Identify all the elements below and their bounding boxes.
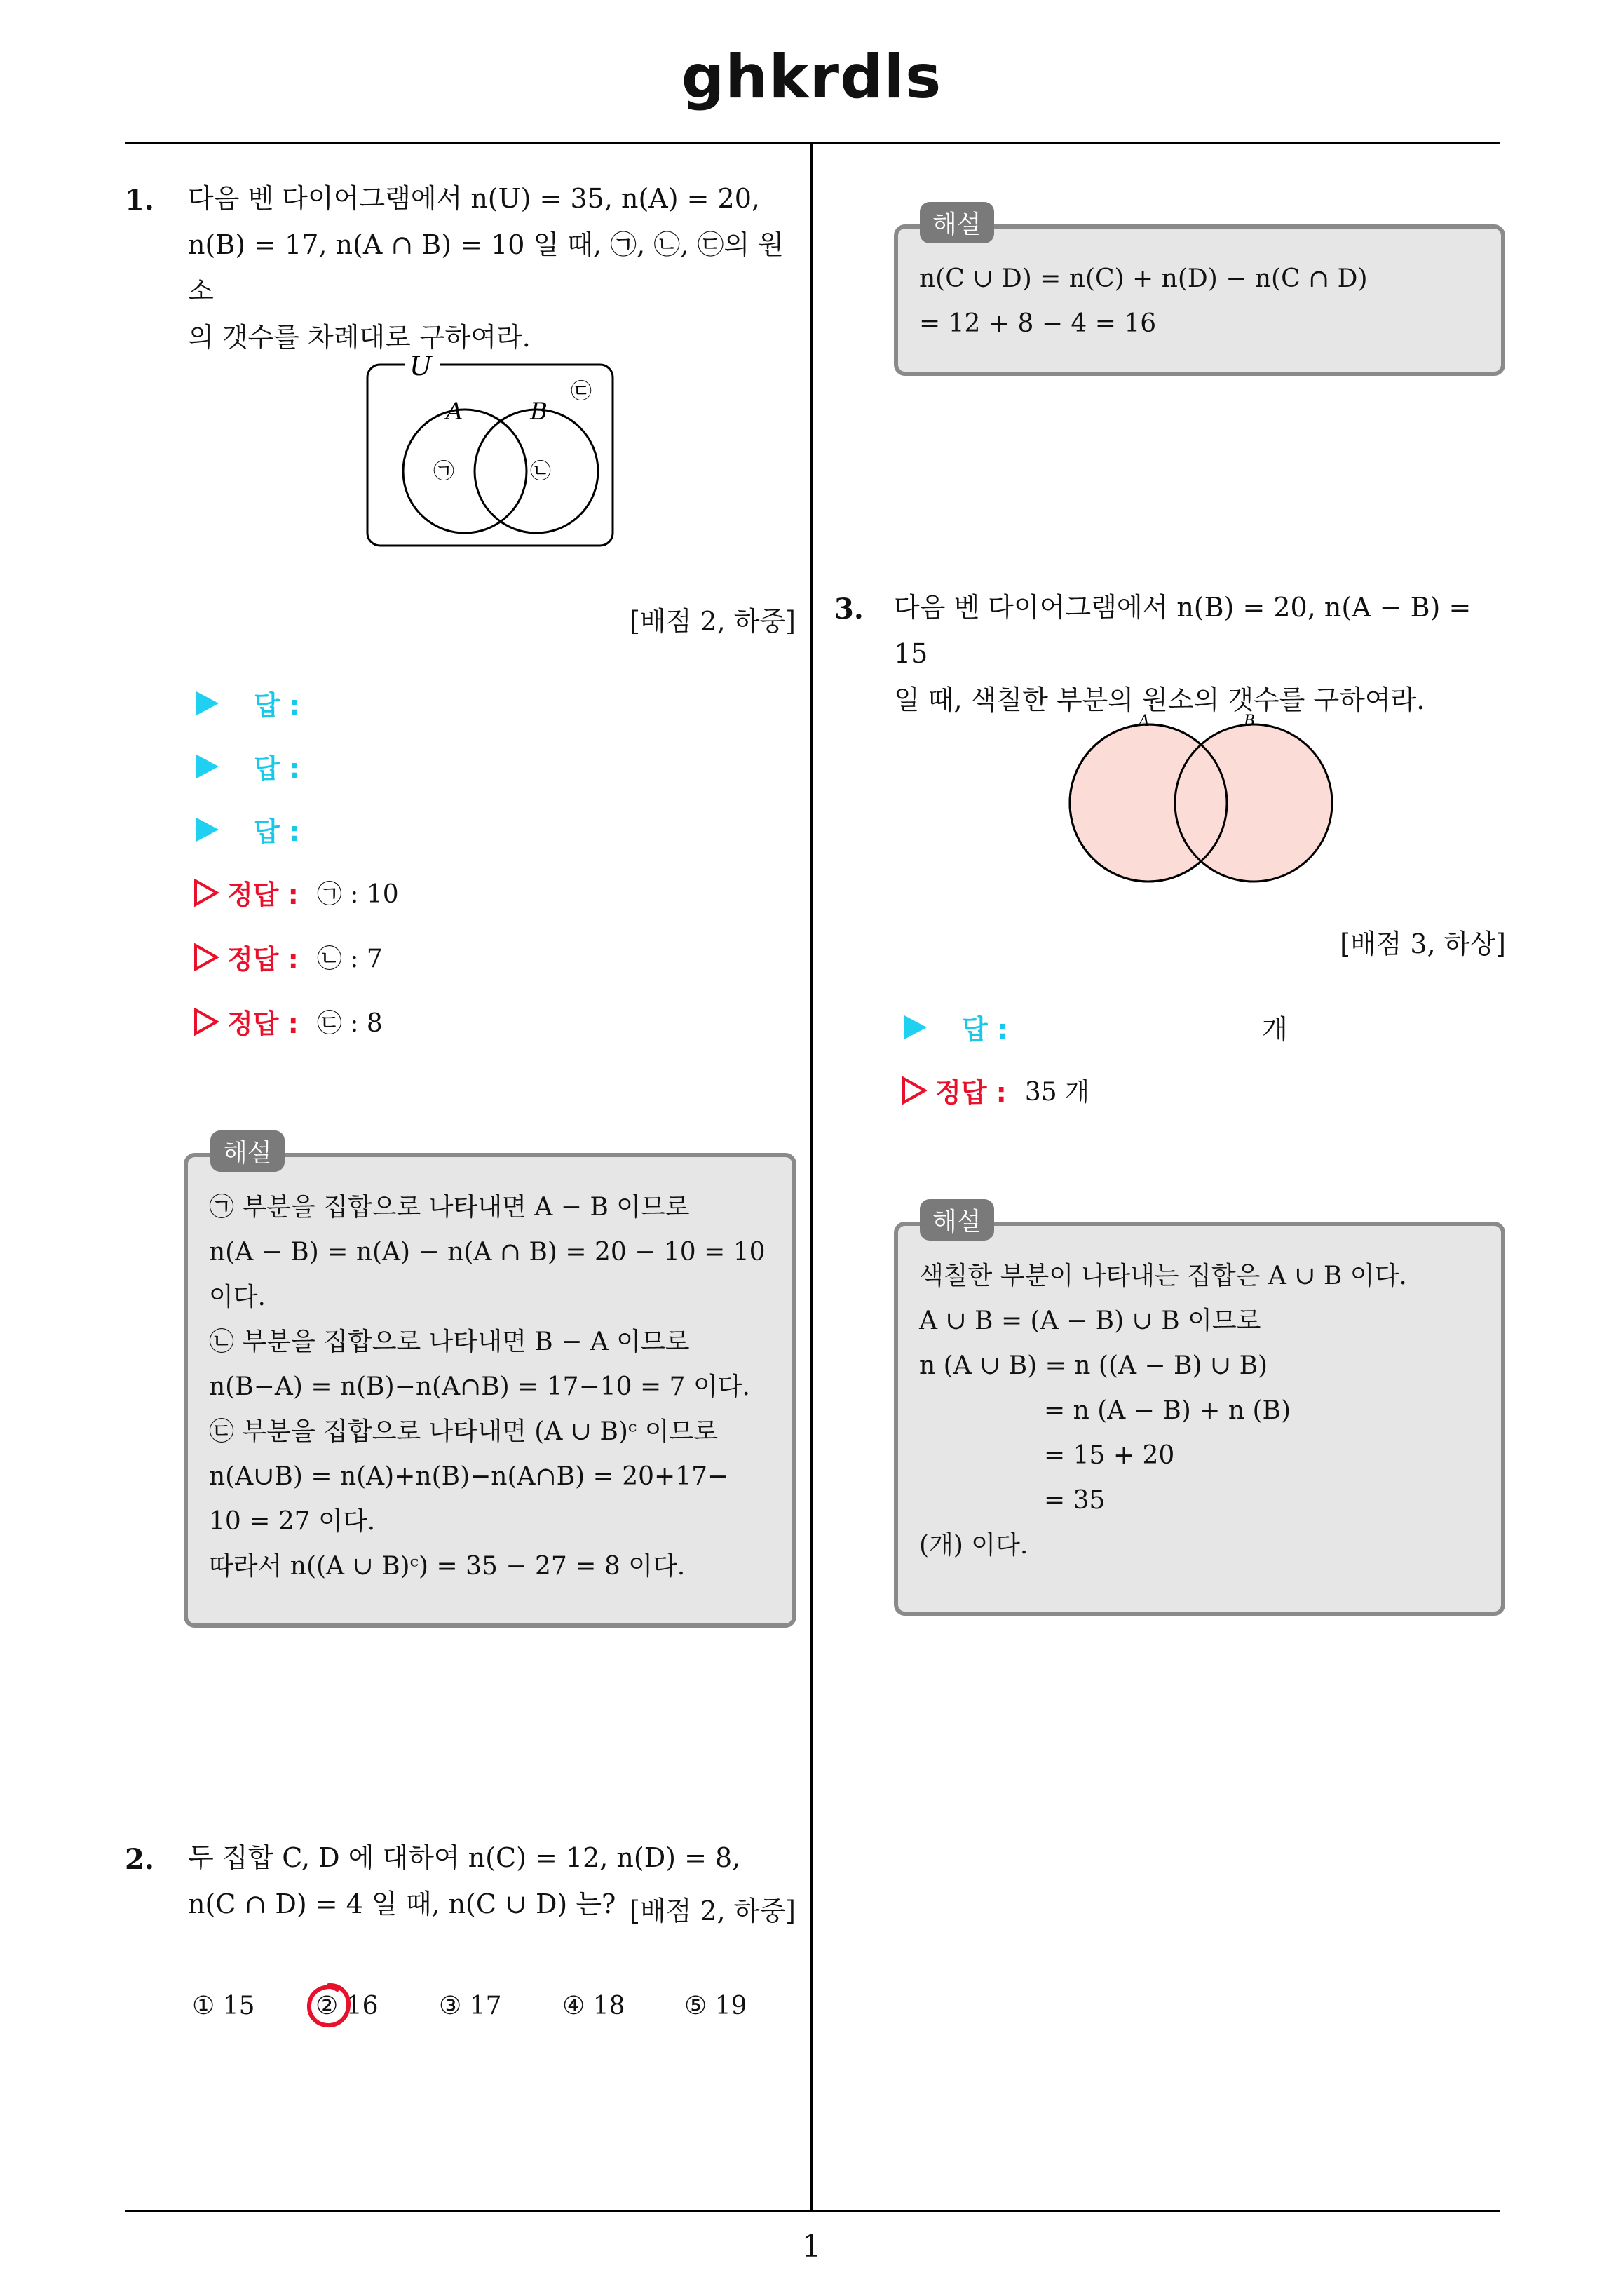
- explanation-tag: 해설: [920, 1199, 994, 1241]
- choice-1[interactable]: ① 15: [192, 1992, 255, 2020]
- explanation-line: A ∪ B = (A − B) ∪ B 이므로: [919, 1306, 1261, 1335]
- explanation-line: = 12 + 8 − 4 = 16: [919, 309, 1157, 338]
- correct-arrow-icon: [193, 943, 219, 971]
- region-3-label: ㉢: [571, 379, 592, 404]
- question-3-line: 일 때, 색칠한 부분의 원소의 갯수를 구하여라.: [894, 684, 1425, 715]
- set-b-label: B: [1244, 713, 1256, 730]
- set-b-label: B: [530, 398, 548, 426]
- question-2-score: [배점 2, 하중]: [630, 1896, 796, 1926]
- answer-row: [904, 1008, 1007, 1046]
- answer-row: [196, 747, 299, 785]
- footer-rule: [125, 2210, 1500, 2212]
- explanation-line: (개) 이다.: [919, 1531, 1028, 1560]
- question-3-explanation-box: [894, 1222, 1505, 1616]
- region-2-label: ㉡: [530, 459, 551, 484]
- explanation-line: 색칠한 부분이 나타내는 집합은 A ∪ B 이다.: [919, 1262, 1407, 1290]
- answer-arrow-icon: [196, 755, 219, 778]
- explanation-line: 이다.: [209, 1283, 266, 1311]
- question-2-number: 2.: [125, 1843, 154, 1876]
- answer-label: 답 :: [254, 816, 300, 847]
- set-a-label: A: [446, 398, 463, 426]
- choice-4[interactable]: ④ 18: [562, 1992, 625, 2020]
- explanation-line: n(B−A) = n(B)−n(A∩B) = 17−10 = 7 이다.: [209, 1372, 750, 1401]
- explanation-text: [209, 1185, 784, 1589]
- explanation-line: ㉠ 부분을 집합으로 나타내면 A − B 이므로: [209, 1193, 690, 1222]
- correct-answer-row: [902, 1071, 1089, 1109]
- header-rule: [125, 142, 1500, 144]
- correct-answer-row: [193, 938, 383, 976]
- question-1-line: n(B) = 17, n(A ∩ B) = 10 일 때, ㉠, ㉡, ㉢의 원소: [188, 229, 784, 306]
- explanation-line: = 15 + 20: [1044, 1441, 1175, 1470]
- correct-value: ㉢ : 8: [316, 1009, 383, 1038]
- answer-arrow-icon: [196, 691, 219, 715]
- question-1-text: [188, 175, 798, 360]
- set-b-circle: [1175, 724, 1332, 882]
- set-a-circle: [403, 410, 527, 533]
- answer-label: 답 :: [254, 753, 300, 784]
- question-1-line: 다음 벤 다이어그램에서 n(U) = 35, n(A) = 20,: [188, 183, 760, 214]
- answer-row: [196, 810, 299, 849]
- explanation-line: = 35: [1044, 1486, 1106, 1515]
- correct-value: 35 개: [1024, 1078, 1089, 1107]
- correct-arrow-icon: [902, 1076, 927, 1105]
- question-1-line: 의 갯수를 차례대로 구하여라.: [188, 322, 531, 353]
- explanation-line: ㉢ 부분을 집합으로 나타내면 (A ∪ B)ᶜ 이므로: [209, 1417, 719, 1446]
- explanation-line: 10 = 27 이다.: [209, 1507, 376, 1536]
- explanation-line: n (A ∪ B) = n ((A − B) ∪ B): [919, 1351, 1268, 1380]
- question-1-venn-diagram: [362, 344, 621, 554]
- choice-3[interactable]: ③ 17: [439, 1992, 502, 2020]
- answer-label: 답 :: [962, 1014, 1008, 1045]
- choice-5[interactable]: ⑤ 19: [684, 1992, 747, 2020]
- correct-arrow-icon: [193, 879, 219, 907]
- question-3-venn-diagram: [1059, 705, 1339, 887]
- answer-unit: 개: [1262, 1014, 1288, 1045]
- correct-label: 정답 :: [935, 1077, 1007, 1108]
- question-3-line: 다음 벤 다이어그램에서 n(B) = 20, n(A − B) = 15: [894, 592, 1472, 669]
- question-1-score: [배점 2, 하중]: [630, 606, 796, 637]
- explanation-line: 따라서 n((A ∪ B)ᶜ) = 35 − 27 = 8 이다.: [209, 1552, 686, 1581]
- column-divider: [810, 144, 813, 2212]
- region-1-label: ㉠: [433, 459, 454, 484]
- correct-label: 정답 :: [227, 944, 299, 975]
- explanation-text: [919, 1254, 1494, 1568]
- explanation-line: n(C ∪ D) = n(C) + n(D) − n(C ∩ D): [919, 264, 1368, 293]
- correct-value: ㉡ : 7: [316, 945, 383, 973]
- correct-label: 정답 :: [227, 1008, 299, 1039]
- page-title: ghkrdls: [681, 42, 942, 112]
- question-3-text: [894, 584, 1511, 723]
- correct-label: 정답 :: [227, 879, 299, 910]
- explanation-line: n(A − B) = n(A) − n(A ∩ B) = 20 − 10 = 10: [209, 1238, 766, 1267]
- explanation-tag: 해설: [920, 202, 994, 243]
- answer-row: [196, 684, 299, 722]
- question-2-explanation-box: [894, 224, 1505, 376]
- question-2-line: n(C ∩ D) = 4 일 때, n(C ∪ D) 는?: [188, 1889, 616, 1919]
- marked-choice-circle-icon: [304, 1981, 353, 2030]
- question-1-explanation-box: [184, 1153, 796, 1628]
- correct-arrow-icon: [193, 1008, 219, 1036]
- question-2-line: 두 집합 C, D 에 대하여 n(C) = 12, n(D) = 8,: [188, 1842, 741, 1873]
- explanation-tag: 해설: [210, 1130, 285, 1172]
- choice-2[interactable]: ② 16: [315, 1992, 379, 2020]
- explanation-line: n(A∪B) = n(A)+n(B)−n(A∩B) = 20+17−: [209, 1462, 729, 1491]
- answer-arrow-icon: [904, 1015, 927, 1039]
- question-3-number: 3.: [834, 593, 864, 626]
- answer-label: 답 :: [254, 690, 300, 721]
- question-3-score: [배점 3, 하상]: [1340, 928, 1506, 959]
- correct-answer-row: [193, 873, 399, 912]
- universe-label: U: [409, 351, 433, 381]
- correct-value: ㉠ : 10: [316, 880, 399, 909]
- explanation-line: = n (A − B) + n (B): [1044, 1396, 1291, 1425]
- explanation-line: ㉡ 부분을 집합으로 나타내면 B − A 이므로: [209, 1328, 690, 1356]
- question-1-number: 1.: [125, 184, 154, 217]
- explanation-text: [919, 257, 1494, 346]
- answer-arrow-icon: [196, 818, 219, 842]
- page-number: 1: [801, 2229, 822, 2264]
- correct-answer-row: [193, 1002, 383, 1041]
- set-a-label: A: [1139, 713, 1150, 730]
